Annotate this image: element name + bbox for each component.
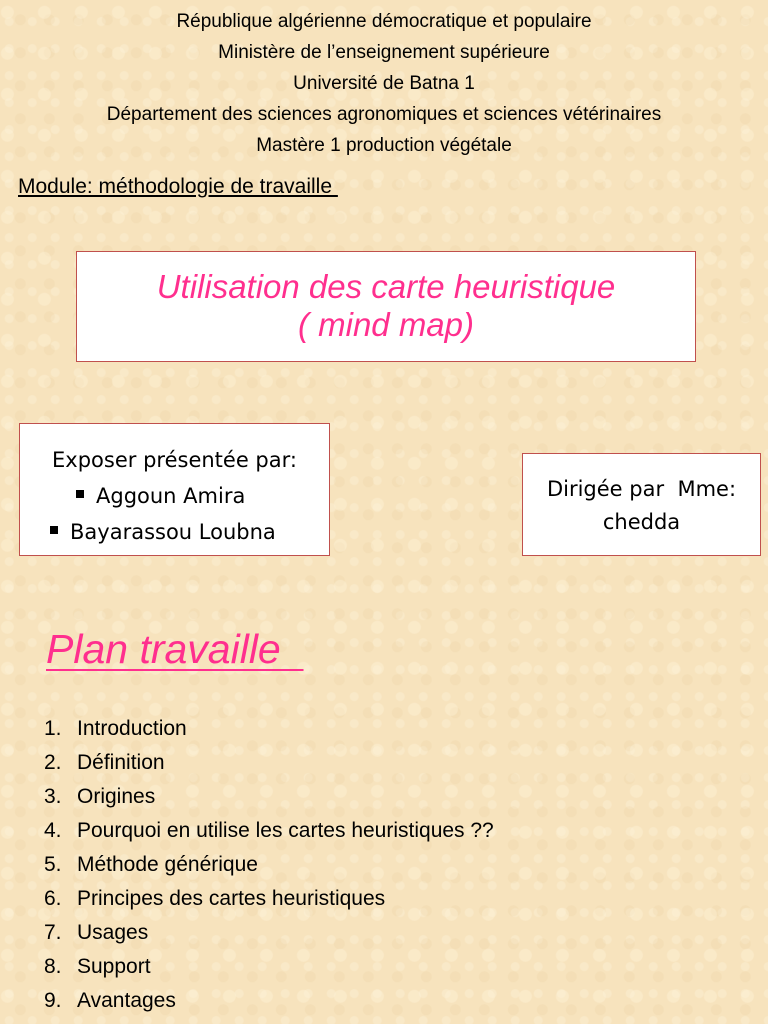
- plan-list: [44, 712, 494, 1018]
- item-number: 2.: [44, 751, 62, 774]
- item-number: 5.: [44, 853, 62, 876]
- list-item: [44, 916, 494, 950]
- item-label: Pourquoi en utilise les cartes heuristiques ??: [77, 819, 494, 842]
- item-label: Origines: [77, 785, 156, 808]
- header-ministry: Ministère de l’enseignement supérieure: [218, 42, 550, 63]
- director-line-1: Dirigée par Mme:: [546, 477, 737, 501]
- list-item: [44, 848, 494, 882]
- list-item: [20, 478, 329, 514]
- item-number: 8.: [44, 955, 62, 978]
- director-box: [522, 453, 761, 556]
- item-label: Principes des cartes heuristiques: [77, 887, 386, 910]
- title-box: [76, 251, 696, 362]
- item-label: Support: [77, 955, 151, 978]
- list-item: [44, 984, 494, 1018]
- presenters-heading: Exposer présentée par:: [52, 448, 297, 472]
- list-item: [20, 514, 329, 550]
- item-label: Introduction: [77, 717, 187, 740]
- square-bullet-icon: [50, 526, 58, 534]
- item-label: Usages: [77, 921, 149, 944]
- item-label: Méthode générique: [77, 853, 258, 876]
- item-number: 9.: [44, 989, 62, 1012]
- title-line-2: ( mind map): [297, 306, 475, 343]
- presenter-name: Aggoun Amira: [96, 484, 246, 508]
- header-program: Mastère 1 production végétale: [256, 135, 512, 156]
- presenters-list: [20, 478, 329, 550]
- plan-title: Plan travaille: [46, 626, 304, 672]
- list-item: [44, 950, 494, 984]
- item-number: 3.: [44, 785, 62, 808]
- presenter-name: Bayarassou Loubna: [70, 520, 276, 544]
- item-label: Avantages: [77, 989, 176, 1012]
- header-department: Département des sciences agronomiques et sciences vétérinaires: [106, 104, 662, 125]
- item-label: Définition: [77, 751, 165, 774]
- item-number: 6.: [44, 887, 62, 910]
- presenters-box: [19, 423, 330, 556]
- institution-header: [0, 6, 768, 161]
- list-item: [44, 746, 494, 780]
- square-bullet-icon: [76, 490, 84, 498]
- list-item: [44, 814, 494, 848]
- list-item: [44, 712, 494, 746]
- header-republic: République algérienne démocratique et populaire: [176, 11, 592, 32]
- item-number: 7.: [44, 921, 62, 944]
- header-university: Université de Batna 1: [293, 73, 475, 94]
- item-number: 1.: [44, 717, 62, 740]
- module-label: Module: méthodologie de travaille: [18, 175, 338, 198]
- list-item: [44, 882, 494, 916]
- director-line-2: chedda: [602, 510, 681, 534]
- title-line-1: Utilisation des carte heuristique: [156, 268, 616, 305]
- list-item: [44, 780, 494, 814]
- item-number: 4.: [44, 819, 62, 842]
